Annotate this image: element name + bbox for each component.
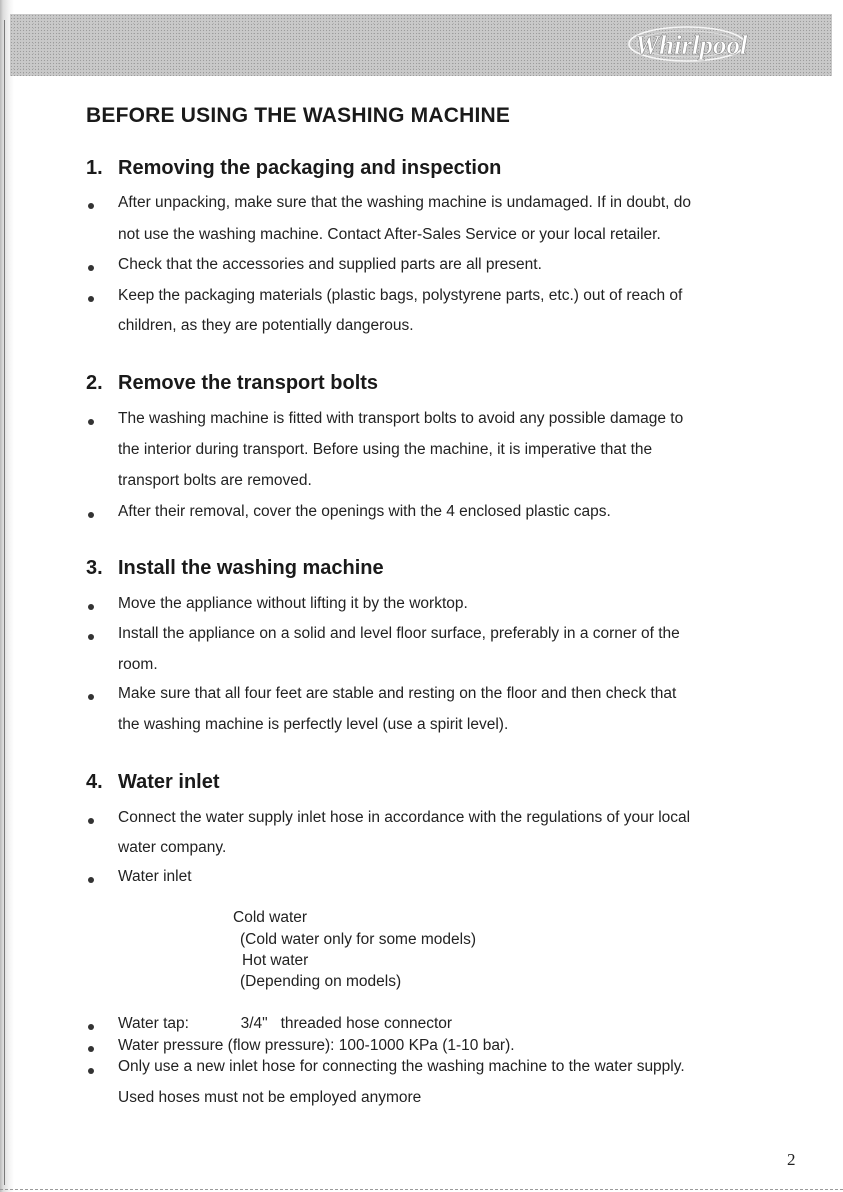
body-line: After their removal, cover the openings with the 4 enclosed plastic caps. bbox=[118, 503, 611, 520]
bullet-icon bbox=[88, 1068, 94, 1074]
section-title: Water inlet bbox=[118, 771, 220, 793]
body-line: water company. bbox=[118, 839, 227, 856]
scan-left-edge bbox=[0, 0, 14, 1192]
scan-left-rule bbox=[4, 20, 5, 1185]
spec-inlet-hose: Only use a new inlet hose for connecting the washing machine to the water supply. bbox=[118, 1058, 685, 1075]
section-title: Remove the transport bolts bbox=[118, 372, 379, 394]
bullet-icon bbox=[88, 512, 94, 518]
section-title: Removing the packaging and inspection bbox=[118, 157, 502, 179]
body-line: After unpacking, make sure that the washing machine is undamaged. If in doubt, do bbox=[118, 194, 691, 211]
page-title: BEFORE USING THE WASHING MACHINE bbox=[86, 104, 511, 127]
body-line: Keep the packaging materials (plastic bags, polystyrene parts, etc.) out of reach of bbox=[118, 287, 683, 304]
spec-used-hoses: Used hoses must not be employed anymore bbox=[118, 1089, 422, 1106]
inlet-cold-label: Cold water bbox=[233, 909, 308, 926]
section-heading-water-inlet bbox=[86, 771, 220, 794]
body-line: The washing machine is fitted with transport bolts to avoid any possible damage to bbox=[118, 410, 684, 427]
bullet-icon bbox=[88, 877, 94, 883]
body-line: the interior during transport. Before using the machine, it is imperative that the bbox=[118, 441, 653, 458]
page-number: 2 bbox=[787, 1150, 796, 1169]
section-number: 1. bbox=[86, 157, 103, 179]
body-line: children, as they are potentially dangerous. bbox=[118, 317, 414, 334]
section-heading-install bbox=[86, 557, 384, 580]
spec-water-pressure: Water pressure (flow pressure): 100-1000 KPa (1-10 bar). bbox=[118, 1037, 515, 1054]
body-line: Make sure that all four feet are stable and resting on the floor and then check that bbox=[118, 685, 677, 702]
section-title: Install the washing machine bbox=[118, 557, 384, 579]
inlet-hot-label: Hot water bbox=[242, 952, 309, 969]
bullet-icon bbox=[88, 203, 94, 209]
body-line: the washing machine is perfectly level (use a spirit level). bbox=[118, 716, 509, 733]
bullet-icon bbox=[88, 1024, 94, 1030]
bullet-icon bbox=[88, 1046, 94, 1052]
body-line: Move the appliance without lifting it by the worktop. bbox=[118, 595, 468, 612]
bullet-icon bbox=[88, 818, 94, 824]
body-line: Install the appliance on a solid and level floor surface, preferably in a corner of the bbox=[118, 625, 680, 642]
body-line: room. bbox=[118, 656, 158, 673]
svg-text:Whirlpool: Whirlpool bbox=[635, 30, 748, 60]
body-line: Check that the accessories and supplied parts are all present. bbox=[118, 256, 542, 273]
section-number: 3. bbox=[86, 557, 103, 579]
body-line: not use the washing machine. Contact After-Sales Service or your local retailer. bbox=[118, 226, 661, 243]
section-number: 4. bbox=[86, 771, 103, 793]
inlet-hot-note: (Depending on models) bbox=[240, 973, 402, 990]
body-line: transport bolts are removed. bbox=[118, 472, 312, 489]
section-number: 2. bbox=[86, 372, 103, 394]
bullet-icon bbox=[88, 296, 94, 302]
whirlpool-logo bbox=[625, 22, 775, 68]
bullet-icon bbox=[88, 604, 94, 610]
body-line: Connect the water supply inlet hose in accordance with the regulations of your local bbox=[118, 809, 691, 826]
section-heading-transport-bolts bbox=[86, 372, 378, 395]
bullet-icon bbox=[88, 694, 94, 700]
scan-bottom-rule bbox=[0, 1189, 843, 1191]
section-heading-packaging bbox=[86, 157, 501, 180]
bullet-icon bbox=[88, 419, 94, 425]
body-line: Water inlet bbox=[118, 868, 192, 885]
bullet-icon bbox=[88, 265, 94, 271]
bullet-icon bbox=[88, 634, 94, 640]
inlet-cold-note: (Cold water only for some models) bbox=[240, 931, 477, 948]
spec-water-tap: Water tap: 3/4" threaded hose connector bbox=[118, 1015, 453, 1032]
